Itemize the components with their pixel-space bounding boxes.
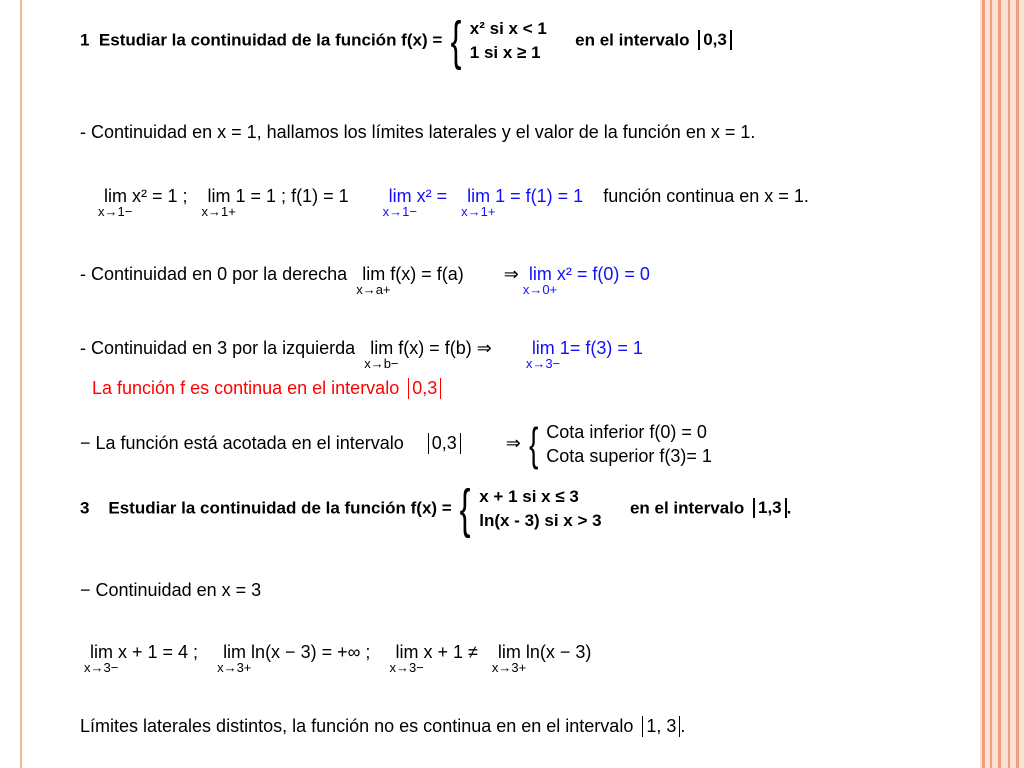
bounded-line: − La función está acotada en el intervalo 0,3 ⇒ { Cota inferior f(0) = 0 Cota superior f(3)= 1 (80, 418, 712, 470)
final-conclusion: Límites laterales distintos, la función no es continua en en el intervalo 1, 3 . (80, 716, 686, 736)
continuity-left-line: - Continuidad en 3 por la izquierda lim f(x) = f(b) ⇒ x→b− lim 1= f(3) = 1 x→3− (80, 338, 643, 371)
brace-icon: { (450, 11, 462, 71)
continuity-x1-line: - Continuidad en x = 1, hallamos los límites laterales y el valor de la función en x = 1. (80, 122, 756, 142)
limits-x3-line: lim x + 1 = 4 ; x→3− lim ln(x − 3) = +∞ ; x→3+ lim x + 1 ≠ x→3− lim ln(x − 3) x→3+ (84, 642, 592, 675)
continuity-right-line: - Continuidad en 0 por la derecha lim f(x) = f(a) x→a+ ⇒ lim x² = f(0) = 0 x→0+ (80, 264, 650, 297)
slide-content (22, 0, 978, 768)
bounds-cases: Cota inferior f(0) = 0 Cota superior f(3)= 1 (546, 422, 712, 466)
continuity-x3-line: − Continuidad en x = 3 (80, 580, 262, 600)
exercise-1-statement: 1 Estudiar la continuidad de la función f(x) = { x² si x < 1 1 si x ≥ 1 en el intervalo 0,3 (80, 14, 732, 68)
implies-icon: ⇒ (505, 432, 521, 453)
piecewise-cases: x² si x < 1 1 si x ≥ 1 (469, 19, 547, 62)
limits-x1-line: lim x² = 1 ; x→1− lim 1 = 1 ; f(1) = 1 x→1+ lim x² = x→1− lim 1 = f(1) = 1 x→1+ función continua en x = 1. (98, 186, 809, 219)
implies-icon: ⇒ (503, 264, 519, 284)
continuity-conclusion: La función f es continua en el intervalo 0,3 (92, 378, 441, 399)
decorative-stripes (980, 0, 1024, 768)
brace-icon: { (460, 479, 471, 539)
piecewise-cases: x + 1 si x ≤ 3 ln(x - 3) si x > 3 (479, 487, 602, 530)
left-frame-border (0, 0, 22, 768)
brace-icon: { (528, 418, 539, 470)
exercise-3-statement: 3 Estudiar la continuidad de la función f(x) = { x + 1 si x ≤ 3 ln(x - 3) si x > 3 en el intervalo 1,3 . (80, 479, 792, 539)
